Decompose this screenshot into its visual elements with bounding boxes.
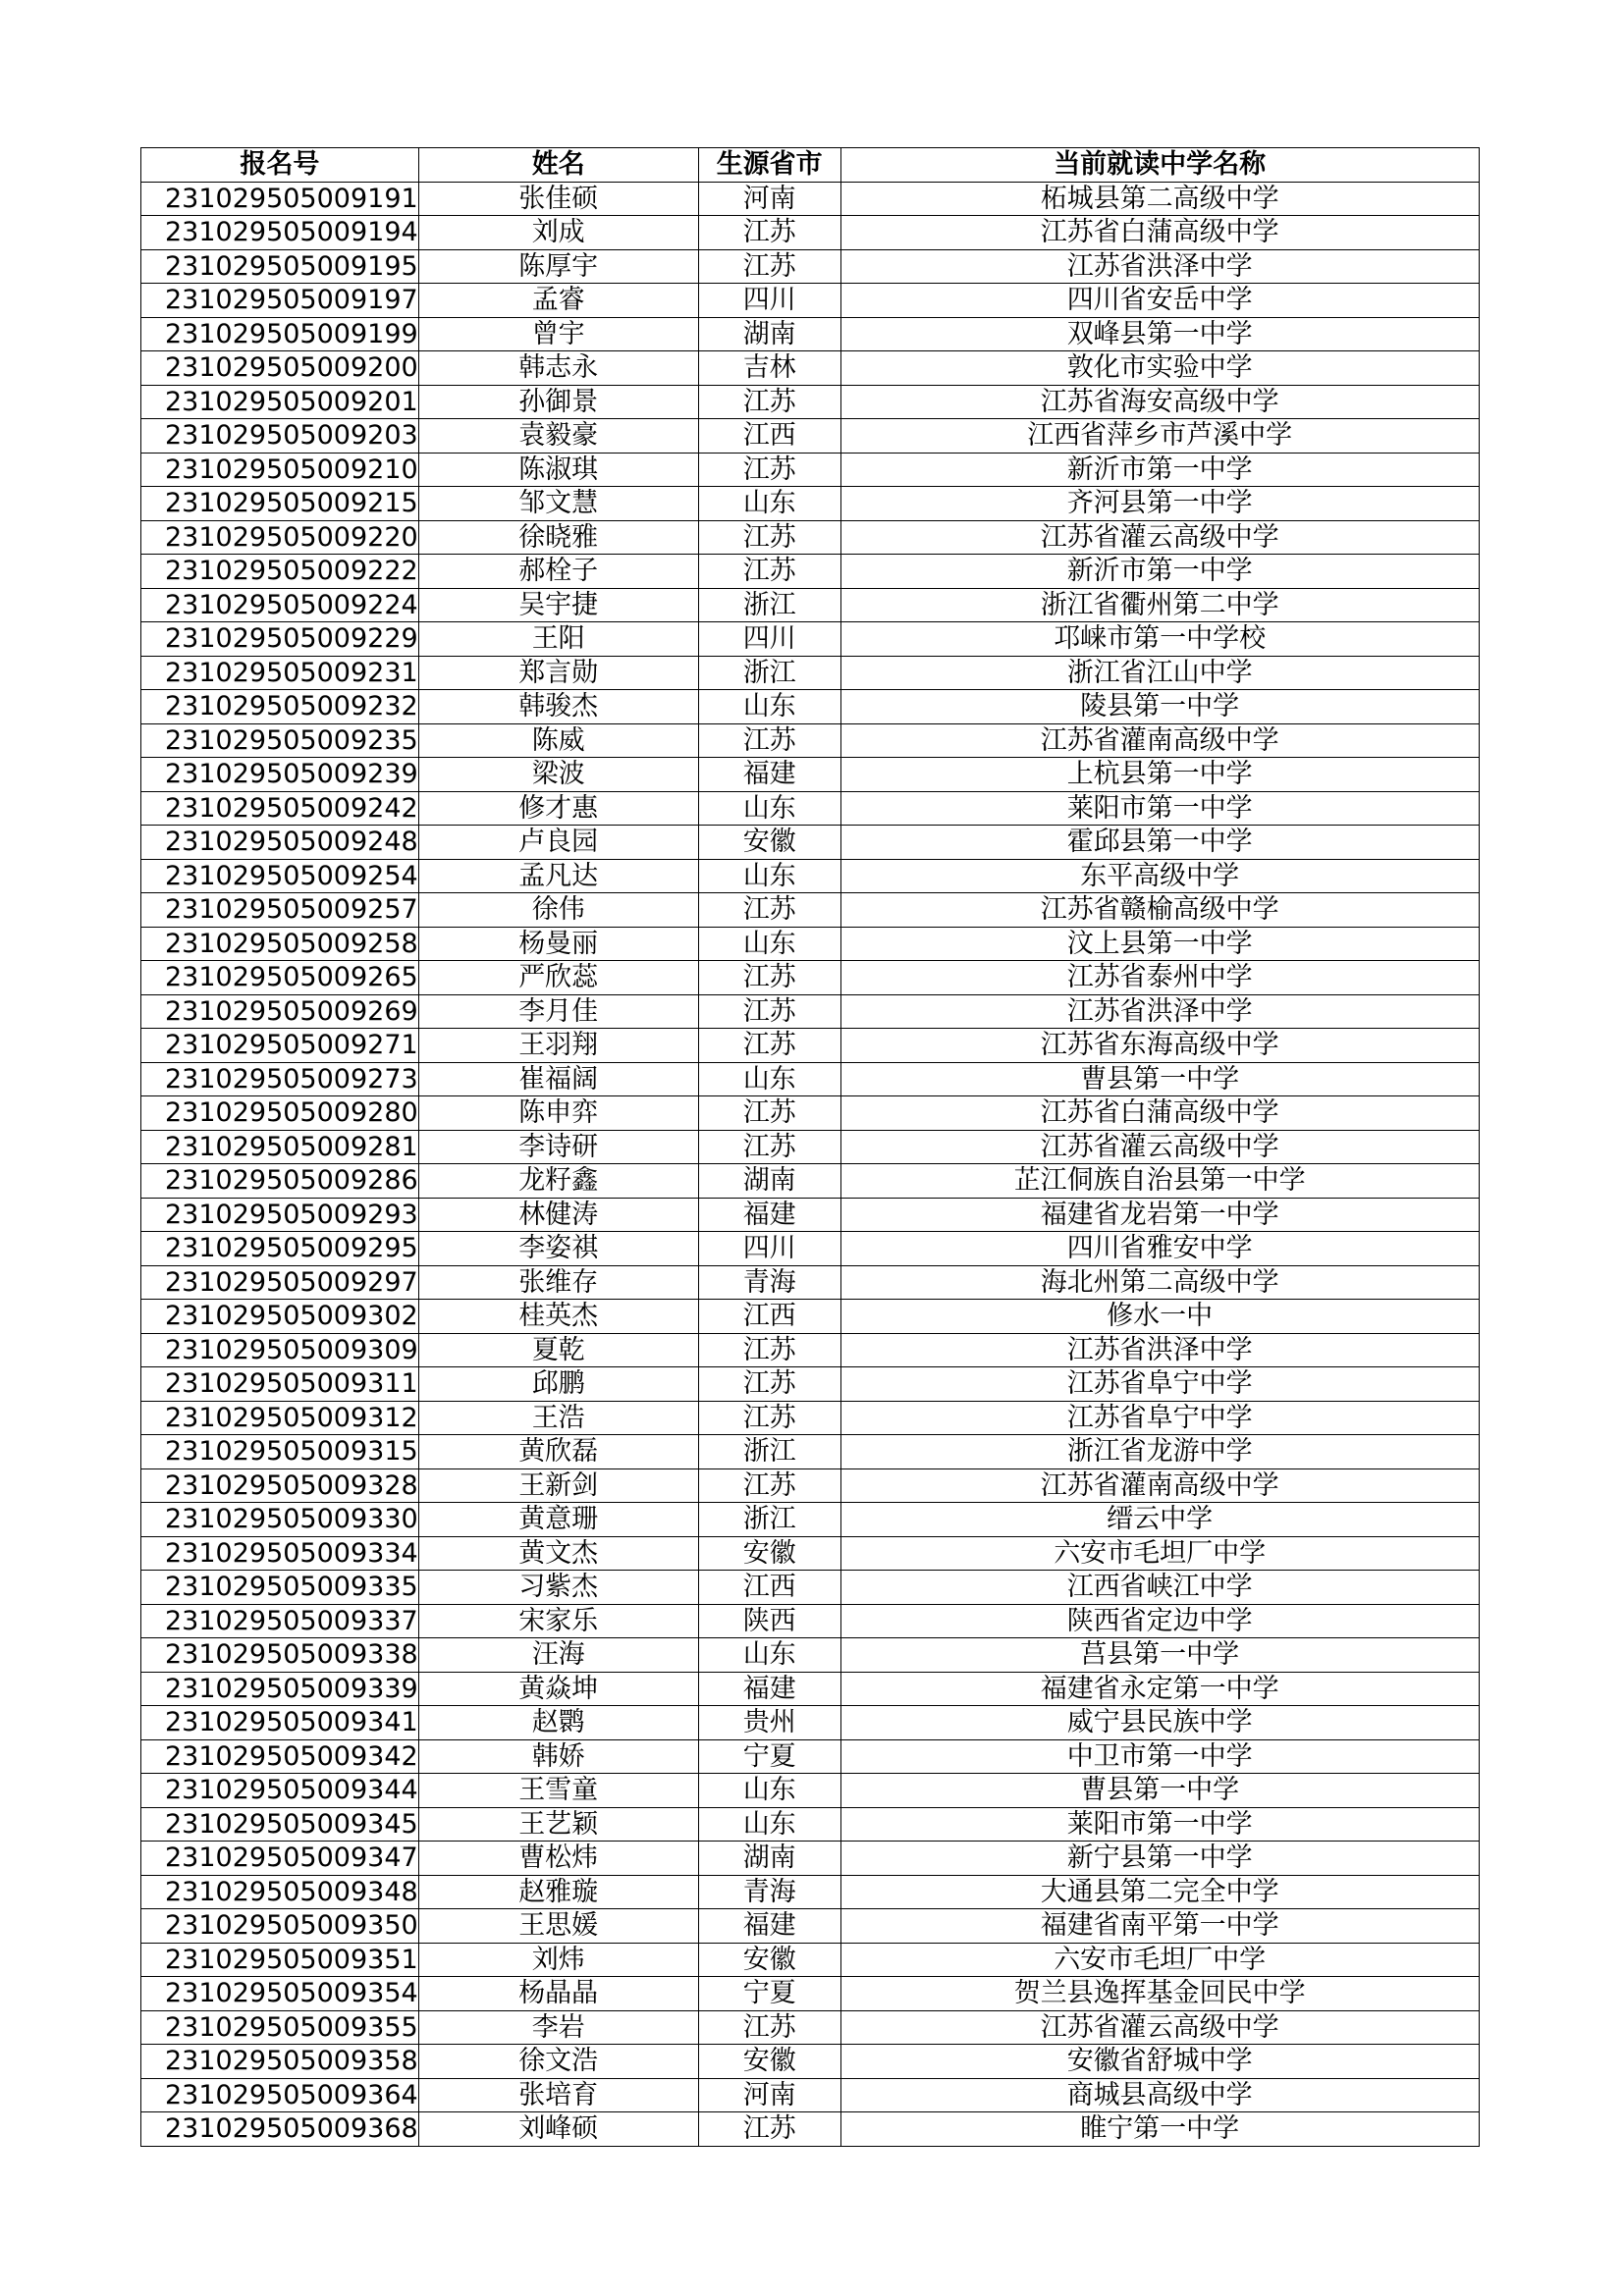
table-row [141, 1029, 1480, 1063]
current-school-cell: 江苏省灌南高级中学 [840, 1468, 1479, 1503]
registration-number-cell: 231029505009364 [141, 2078, 419, 2112]
current-school-cell: 江苏省阜宁中学 [840, 1367, 1479, 1402]
name-cell: 赵雅璇 [418, 1875, 698, 1909]
name-cell: 王雪童 [418, 1774, 698, 1808]
current-school-cell: 江苏省洪泽中学 [840, 994, 1479, 1029]
source-province-cell: 江苏 [698, 385, 840, 419]
current-school-cell: 莱阳市第一中学 [840, 791, 1479, 826]
source-province-cell: 河南 [698, 2078, 840, 2112]
source-province-cell: 湖南 [698, 1842, 840, 1876]
registration-number-cell: 231029505009293 [141, 1198, 419, 1232]
roster-table [140, 147, 1480, 2147]
source-province-cell: 江苏 [698, 994, 840, 1029]
current-school-cell: 福建省南平第一中学 [840, 1909, 1479, 1944]
table-row [141, 1943, 1480, 1977]
source-province-cell: 贵州 [698, 1706, 840, 1740]
current-school-cell: 浙江省龙游中学 [840, 1435, 1479, 1469]
source-province-cell: 浙江 [698, 656, 840, 690]
name-cell: 徐晓雅 [418, 520, 698, 555]
current-school-cell: 霍邱县第一中学 [840, 826, 1479, 860]
name-cell: 李诗研 [418, 1130, 698, 1164]
registration-number-cell: 231029505009224 [141, 588, 419, 622]
source-province-cell: 江苏 [698, 1029, 840, 1063]
source-province-cell: 陕西 [698, 1604, 840, 1638]
current-school-cell: 睢宁第一中学 [840, 2112, 1479, 2147]
registration-number-cell: 231029505009334 [141, 1536, 419, 1571]
table-row [141, 1130, 1480, 1164]
name-cell: 严欣蕊 [418, 961, 698, 995]
registration-number-cell: 231029505009330 [141, 1503, 419, 1537]
table-row [141, 1706, 1480, 1740]
registration-number-cell: 231029505009297 [141, 1265, 419, 1300]
current-school-cell: 浙江省江山中学 [840, 656, 1479, 690]
table-row [141, 453, 1480, 487]
name-cell: 赵鹮 [418, 1706, 698, 1740]
registration-number-cell: 231029505009345 [141, 1807, 419, 1842]
header-source-province: 生源省市 [698, 148, 840, 183]
name-cell: 邱鹏 [418, 1367, 698, 1402]
table-row [141, 927, 1480, 961]
name-cell: 郝栓子 [418, 555, 698, 589]
current-school-cell: 威宁县民族中学 [840, 1706, 1479, 1740]
table-row [141, 182, 1480, 216]
name-cell: 张佳硕 [418, 182, 698, 216]
name-cell: 李月佳 [418, 994, 698, 1029]
table-row [141, 2010, 1480, 2045]
source-province-cell: 江苏 [698, 1096, 840, 1131]
table-row [141, 1604, 1480, 1638]
table-row [141, 1062, 1480, 1096]
name-cell: 韩骏杰 [418, 690, 698, 724]
registration-number-cell: 231029505009350 [141, 1909, 419, 1944]
current-school-cell: 莒县第一中学 [840, 1638, 1479, 1673]
registration-number-cell: 231029505009257 [141, 893, 419, 928]
source-province-cell: 安徽 [698, 2045, 840, 2079]
registration-number-cell: 231029505009200 [141, 351, 419, 386]
source-province-cell: 青海 [698, 1265, 840, 1300]
name-cell: 陈厚宇 [418, 249, 698, 284]
name-cell: 崔福阔 [418, 1062, 698, 1096]
name-cell: 桂英杰 [418, 1300, 698, 1334]
registration-number-cell: 231029505009355 [141, 2010, 419, 2045]
registration-number-cell: 231029505009335 [141, 1571, 419, 1605]
current-school-cell: 六安市毛坦厂中学 [840, 1536, 1479, 1571]
registration-number-cell: 231029505009348 [141, 1875, 419, 1909]
table-row [141, 2112, 1480, 2147]
table-row [141, 1435, 1480, 1469]
registration-number-cell: 231029505009254 [141, 859, 419, 893]
table-row [141, 588, 1480, 622]
source-province-cell: 福建 [698, 758, 840, 792]
source-province-cell: 安徽 [698, 1943, 840, 1977]
source-province-cell: 浙江 [698, 1503, 840, 1537]
table-row [141, 1401, 1480, 1435]
current-school-cell: 江苏省洪泽中学 [840, 249, 1479, 284]
source-province-cell: 山东 [698, 1638, 840, 1673]
source-province-cell: 福建 [698, 1672, 840, 1706]
registration-number-cell: 231029505009315 [141, 1435, 419, 1469]
registration-number-cell: 231029505009215 [141, 487, 419, 521]
current-school-cell: 江苏省白蒲高级中学 [840, 1096, 1479, 1131]
current-school-cell: 安徽省舒城中学 [840, 2045, 1479, 2079]
table-row [141, 1977, 1480, 2011]
table-body [141, 182, 1480, 2146]
current-school-cell: 曹县第一中学 [840, 1774, 1479, 1808]
registration-number-cell: 231029505009210 [141, 453, 419, 487]
registration-number-cell: 231029505009199 [141, 317, 419, 351]
name-cell: 龙籽鑫 [418, 1164, 698, 1199]
registration-number-cell: 231029505009295 [141, 1232, 419, 1266]
name-cell: 杨晶晶 [418, 1977, 698, 2011]
table-row [141, 1232, 1480, 1266]
registration-number-cell: 231029505009342 [141, 1739, 419, 1774]
registration-number-cell: 231029505009302 [141, 1300, 419, 1334]
table-row [141, 1503, 1480, 1537]
current-school-cell: 芷江侗族自治县第一中学 [840, 1164, 1479, 1199]
name-cell: 林健涛 [418, 1198, 698, 1232]
name-cell: 黄意珊 [418, 1503, 698, 1537]
registration-number-cell: 231029505009232 [141, 690, 419, 724]
source-province-cell: 浙江 [698, 1435, 840, 1469]
name-cell: 刘炜 [418, 1943, 698, 1977]
registration-number-cell: 231029505009231 [141, 656, 419, 690]
registration-number-cell: 231029505009195 [141, 249, 419, 284]
registration-number-cell: 231029505009368 [141, 2112, 419, 2147]
header-name: 姓名 [418, 148, 698, 183]
table-row [141, 1638, 1480, 1673]
name-cell: 王思媛 [418, 1909, 698, 1944]
table-row [141, 961, 1480, 995]
table-row [141, 1875, 1480, 1909]
name-cell: 陈淑琪 [418, 453, 698, 487]
current-school-cell: 陕西省定边中学 [840, 1604, 1479, 1638]
registration-number-cell: 231029505009358 [141, 2045, 419, 2079]
table-row [141, 826, 1480, 860]
source-province-cell: 江苏 [698, 520, 840, 555]
table-row [141, 1536, 1480, 1571]
table-row [141, 385, 1480, 419]
table-row [141, 351, 1480, 386]
name-cell: 宋家乐 [418, 1604, 698, 1638]
current-school-cell: 贺兰县逸挥基金回民中学 [840, 1977, 1479, 2011]
source-province-cell: 四川 [698, 622, 840, 657]
source-province-cell: 江苏 [698, 555, 840, 589]
current-school-cell: 海北州第二高级中学 [840, 1265, 1479, 1300]
registration-number-cell: 231029505009280 [141, 1096, 419, 1131]
table-row [141, 555, 1480, 589]
current-school-cell: 东平高级中学 [840, 859, 1479, 893]
registration-number-cell: 231029505009203 [141, 419, 419, 454]
registration-number-cell: 231029505009229 [141, 622, 419, 657]
source-province-cell: 江西 [698, 419, 840, 454]
name-cell: 王艺颖 [418, 1807, 698, 1842]
current-school-cell: 四川省雅安中学 [840, 1232, 1479, 1266]
table-row [141, 317, 1480, 351]
table-row [141, 1807, 1480, 1842]
table-row [141, 1333, 1480, 1367]
source-province-cell: 福建 [698, 1909, 840, 1944]
table-row [141, 1164, 1480, 1199]
source-province-cell: 福建 [698, 1198, 840, 1232]
source-province-cell: 四川 [698, 284, 840, 318]
table-row [141, 1198, 1480, 1232]
source-province-cell: 安徽 [698, 1536, 840, 1571]
name-cell: 韩志永 [418, 351, 698, 386]
header-registration-number: 报名号 [141, 148, 419, 183]
registration-number-cell: 231029505009269 [141, 994, 419, 1029]
registration-number-cell: 231029505009341 [141, 1706, 419, 1740]
table-row [141, 1672, 1480, 1706]
source-province-cell: 山东 [698, 859, 840, 893]
name-cell: 王阳 [418, 622, 698, 657]
source-province-cell: 江苏 [698, 453, 840, 487]
registration-number-cell: 231029505009338 [141, 1638, 419, 1673]
source-province-cell: 河南 [698, 182, 840, 216]
table-row [141, 893, 1480, 928]
current-school-cell: 双峰县第一中学 [840, 317, 1479, 351]
current-school-cell: 中卫市第一中学 [840, 1739, 1479, 1774]
registration-number-cell: 231029505009281 [141, 1130, 419, 1164]
current-school-cell: 上杭县第一中学 [840, 758, 1479, 792]
table-row [141, 1367, 1480, 1402]
table-row [141, 758, 1480, 792]
current-school-cell: 六安市毛坦厂中学 [840, 1943, 1479, 1977]
source-province-cell: 山东 [698, 927, 840, 961]
registration-number-cell: 231029505009328 [141, 1468, 419, 1503]
current-school-cell: 江苏省东海高级中学 [840, 1029, 1479, 1063]
current-school-cell: 福建省永定第一中学 [840, 1672, 1479, 1706]
current-school-cell: 邛崃市第一中学校 [840, 622, 1479, 657]
current-school-cell: 四川省安岳中学 [840, 284, 1479, 318]
current-school-cell: 修水一中 [840, 1300, 1479, 1334]
name-cell: 孟睿 [418, 284, 698, 318]
name-cell: 李姿祺 [418, 1232, 698, 1266]
table-row [141, 249, 1480, 284]
current-school-cell: 柘城县第二高级中学 [840, 182, 1479, 216]
source-province-cell: 江苏 [698, 723, 840, 758]
current-school-cell: 陵县第一中学 [840, 690, 1479, 724]
registration-number-cell: 231029505009312 [141, 1401, 419, 1435]
registration-number-cell: 231029505009235 [141, 723, 419, 758]
current-school-cell: 江西省峡江中学 [840, 1571, 1479, 1605]
current-school-cell: 江苏省灌云高级中学 [840, 2010, 1479, 2045]
registration-number-cell: 231029505009354 [141, 1977, 419, 2011]
source-province-cell: 山东 [698, 1807, 840, 1842]
current-school-cell: 江苏省灌云高级中学 [840, 1130, 1479, 1164]
table-row [141, 1468, 1480, 1503]
name-cell: 王新剑 [418, 1468, 698, 1503]
source-province-cell: 江苏 [698, 893, 840, 928]
name-cell: 杨曼丽 [418, 927, 698, 961]
table-row [141, 520, 1480, 555]
current-school-cell: 商城县高级中学 [840, 2078, 1479, 2112]
table-row [141, 690, 1480, 724]
name-cell: 刘成 [418, 216, 698, 250]
registration-number-cell: 231029505009337 [141, 1604, 419, 1638]
name-cell: 袁毅豪 [418, 419, 698, 454]
table-row [141, 1300, 1480, 1334]
name-cell: 梁波 [418, 758, 698, 792]
source-province-cell: 山东 [698, 1062, 840, 1096]
source-province-cell: 湖南 [698, 317, 840, 351]
name-cell: 曹松炜 [418, 1842, 698, 1876]
source-province-cell: 江苏 [698, 1130, 840, 1164]
source-province-cell: 山东 [698, 487, 840, 521]
registration-number-cell: 231029505009271 [141, 1029, 419, 1063]
table-row [141, 994, 1480, 1029]
name-cell: 习紫杰 [418, 1571, 698, 1605]
name-cell: 黄文杰 [418, 1536, 698, 1571]
registration-number-cell: 231029505009347 [141, 1842, 419, 1876]
registration-number-cell: 231029505009339 [141, 1672, 419, 1706]
name-cell: 黄欣磊 [418, 1435, 698, 1469]
name-cell: 黄焱坤 [418, 1672, 698, 1706]
source-province-cell: 江苏 [698, 1468, 840, 1503]
table-row [141, 622, 1480, 657]
current-school-cell: 大通县第二完全中学 [840, 1875, 1479, 1909]
name-cell: 韩娇 [418, 1739, 698, 1774]
table-row [141, 2078, 1480, 2112]
source-province-cell: 青海 [698, 1875, 840, 1909]
registration-number-cell: 231029505009201 [141, 385, 419, 419]
name-cell: 汪海 [418, 1638, 698, 1673]
source-province-cell: 湖南 [698, 1164, 840, 1199]
registration-number-cell: 231029505009273 [141, 1062, 419, 1096]
registration-number-cell: 231029505009242 [141, 791, 419, 826]
table-row [141, 419, 1480, 454]
current-school-cell: 江苏省灌南高级中学 [840, 723, 1479, 758]
current-school-cell: 新宁县第一中学 [840, 1842, 1479, 1876]
source-province-cell: 山东 [698, 1774, 840, 1808]
source-province-cell: 江西 [698, 1571, 840, 1605]
current-school-cell: 江苏省泰州中学 [840, 961, 1479, 995]
source-province-cell: 宁夏 [698, 1739, 840, 1774]
current-school-cell: 曹县第一中学 [840, 1062, 1479, 1096]
current-school-cell: 缙云中学 [840, 1503, 1479, 1537]
source-province-cell: 江苏 [698, 249, 840, 284]
name-cell: 李岩 [418, 2010, 698, 2045]
current-school-cell: 新沂市第一中学 [840, 555, 1479, 589]
current-school-cell: 新沂市第一中学 [840, 453, 1479, 487]
registration-number-cell: 231029505009191 [141, 182, 419, 216]
current-school-cell: 江苏省白蒲高级中学 [840, 216, 1479, 250]
table-row [141, 723, 1480, 758]
name-cell: 郑言勋 [418, 656, 698, 690]
name-cell: 曾宇 [418, 317, 698, 351]
table-row [141, 859, 1480, 893]
registration-number-cell: 231029505009286 [141, 1164, 419, 1199]
current-school-cell: 汶上县第一中学 [840, 927, 1479, 961]
table-row [141, 1774, 1480, 1808]
registration-number-cell: 231029505009194 [141, 216, 419, 250]
source-province-cell: 江苏 [698, 2112, 840, 2147]
table-row [141, 2045, 1480, 2079]
table-row [141, 1909, 1480, 1944]
name-cell: 张维存 [418, 1265, 698, 1300]
name-cell: 孟凡达 [418, 859, 698, 893]
current-school-cell: 福建省龙岩第一中学 [840, 1198, 1479, 1232]
registration-number-cell: 231029505009351 [141, 1943, 419, 1977]
source-province-cell: 四川 [698, 1232, 840, 1266]
current-school-cell: 敦化市实验中学 [840, 351, 1479, 386]
current-school-cell: 江苏省海安高级中学 [840, 385, 1479, 419]
table-header [141, 148, 1480, 183]
source-province-cell: 江苏 [698, 216, 840, 250]
current-school-cell: 江西省萍乡市芦溪中学 [840, 419, 1479, 454]
name-cell: 修才惠 [418, 791, 698, 826]
name-cell: 吴宇捷 [418, 588, 698, 622]
current-school-cell: 江苏省灌云高级中学 [840, 520, 1479, 555]
name-cell: 夏乾 [418, 1333, 698, 1367]
name-cell: 邹文慧 [418, 487, 698, 521]
table-row [141, 487, 1480, 521]
source-province-cell: 江西 [698, 1300, 840, 1334]
current-school-cell: 齐河县第一中学 [840, 487, 1479, 521]
table-row [141, 216, 1480, 250]
name-cell: 刘峰硕 [418, 2112, 698, 2147]
table-row [141, 1842, 1480, 1876]
current-school-cell: 江苏省赣榆高级中学 [840, 893, 1479, 928]
source-province-cell: 山东 [698, 690, 840, 724]
source-province-cell: 吉林 [698, 351, 840, 386]
table-row [141, 1265, 1480, 1300]
header-current-school: 当前就读中学名称 [840, 148, 1479, 183]
source-province-cell: 江苏 [698, 1367, 840, 1402]
registration-number-cell: 231029505009248 [141, 826, 419, 860]
source-province-cell: 浙江 [698, 588, 840, 622]
table-row [141, 284, 1480, 318]
source-province-cell: 江苏 [698, 961, 840, 995]
table-row [141, 791, 1480, 826]
registration-number-cell: 231029505009197 [141, 284, 419, 318]
current-school-cell: 浙江省衢州第二中学 [840, 588, 1479, 622]
name-cell: 张培育 [418, 2078, 698, 2112]
source-province-cell: 江苏 [698, 1333, 840, 1367]
registration-number-cell: 231029505009222 [141, 555, 419, 589]
name-cell: 陈威 [418, 723, 698, 758]
registration-number-cell: 231029505009239 [141, 758, 419, 792]
table-row [141, 656, 1480, 690]
source-province-cell: 安徽 [698, 826, 840, 860]
source-province-cell: 江苏 [698, 2010, 840, 2045]
table-row [141, 1096, 1480, 1131]
registration-number-cell: 231029505009220 [141, 520, 419, 555]
registration-number-cell: 231029505009309 [141, 1333, 419, 1367]
registration-number-cell: 231029505009311 [141, 1367, 419, 1402]
current-school-cell: 江苏省阜宁中学 [840, 1401, 1479, 1435]
table-row [141, 1571, 1480, 1605]
name-cell: 王羽翔 [418, 1029, 698, 1063]
registration-number-cell: 231029505009344 [141, 1774, 419, 1808]
source-province-cell: 山东 [698, 791, 840, 826]
name-cell: 卢良园 [418, 826, 698, 860]
name-cell: 王浩 [418, 1401, 698, 1435]
registration-number-cell: 231029505009258 [141, 927, 419, 961]
name-cell: 陈申弈 [418, 1096, 698, 1131]
source-province-cell: 宁夏 [698, 1977, 840, 2011]
table-row [141, 1739, 1480, 1774]
name-cell: 徐伟 [418, 893, 698, 928]
name-cell: 孙御景 [418, 385, 698, 419]
current-school-cell: 江苏省洪泽中学 [840, 1333, 1479, 1367]
registration-number-cell: 231029505009265 [141, 961, 419, 995]
name-cell: 徐文浩 [418, 2045, 698, 2079]
source-province-cell: 江苏 [698, 1401, 840, 1435]
current-school-cell: 莱阳市第一中学 [840, 1807, 1479, 1842]
header-row [141, 148, 1480, 183]
